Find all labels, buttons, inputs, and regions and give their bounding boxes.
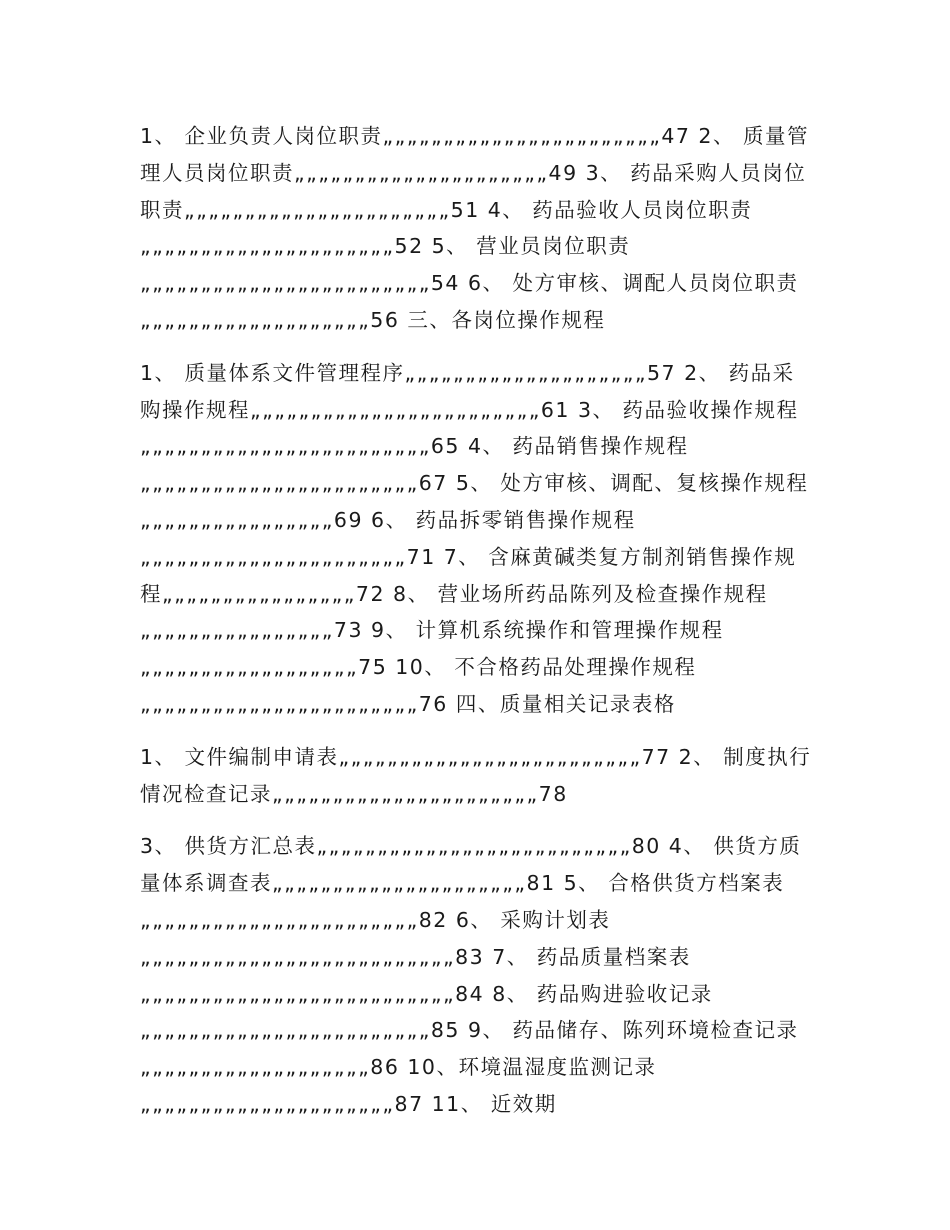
- toc-section-operating-procedures: 1、 质量体系文件管理程序„„„„„„„„„„„„„„„„„„„„57 2、 药品采购操作规程„„„„„„„„„„„„„„„„„„„„„„„„61 3、 药品验收操作规程„„„„„„„„„„„„„„„„„„„„„„„„65 4、 药品销售操作规程„„„„„„„„„„„„„„„„„„„„„„„67 5、 处方审核、调配、复核操作规程„„„„„„„„„„„„„„„„69 6、 药品拆零销售操作规程„„„„„„„„„„„„„„„„„„„„„„71 7、 含麻黄碱类复方制剂销售操作规程„„„„„„„„„„„„„„„„72 8、 营业场所药品陈列及检查操作规程„„„„„„„„„„„„„„„„73 9、 计算机系统操作和管理操作规程„„„„„„„„„„„„„„„„„„75 10、 不合格药品处理操作规程„„„„„„„„„„„„„„„„„„„„„„„76 四、质量相关记录表格: [140, 360, 809, 716]
- toc-section-records-part-1: 1、 文件编制申请表„„„„„„„„„„„„„„„„„„„„„„„„„77 2、 制度执行情况检查记录„„„„„„„„„„„„„„„„„„„„„„78: [140, 744, 812, 806]
- toc-section-job-duties: 1、 企业负责人岗位职责„„„„„„„„„„„„„„„„„„„„„„„47 2、 质量管理人员岗位职责„„„„„„„„„„„„„„„„„„„„„49 3、 药品采购人员岗位职责„„„„„„„„„„„„„„„„„„„„„„51 4、 药品验收人员岗位职责„„„„„„„„„„„„„„„„„„„„„52 5、 营业员岗位职责„„„„„„„„„„„„„„„„„„„„„„„„54 6、 处方审核、调配人员岗位职责„„„„„„„„„„„„„„„„„„„56 三、各岗位操作规程: [140, 124, 809, 332]
- toc-section-records-part-2: 3、 供货方汇总表„„„„„„„„„„„„„„„„„„„„„„„„„„80 4、 供货方质量体系调查表„„„„„„„„„„„„„„„„„„„„„81 5、 合格供货方档案表„„„„„„„„„„„„„„„„„„„„„„„82 6、 采购计划表„„„„„„„„„„„„„„„„„„„„„„„„„„83 7、 药品质量档案表„„„„„„„„„„„„„„„„„„„„„„„„„„84 8、 药品购进验收记录„„„„„„„„„„„„„„„„„„„„„„„„85 9、 药品储存、陈列环境检查记录„„„„„„„„„„„„„„„„„„„86 10、环境温湿度监测记录„„„„„„„„„„„„„„„„„„„„„87 11、 近效期: [140, 834, 802, 1116]
- table-of-contents: [140, 118, 812, 1139]
